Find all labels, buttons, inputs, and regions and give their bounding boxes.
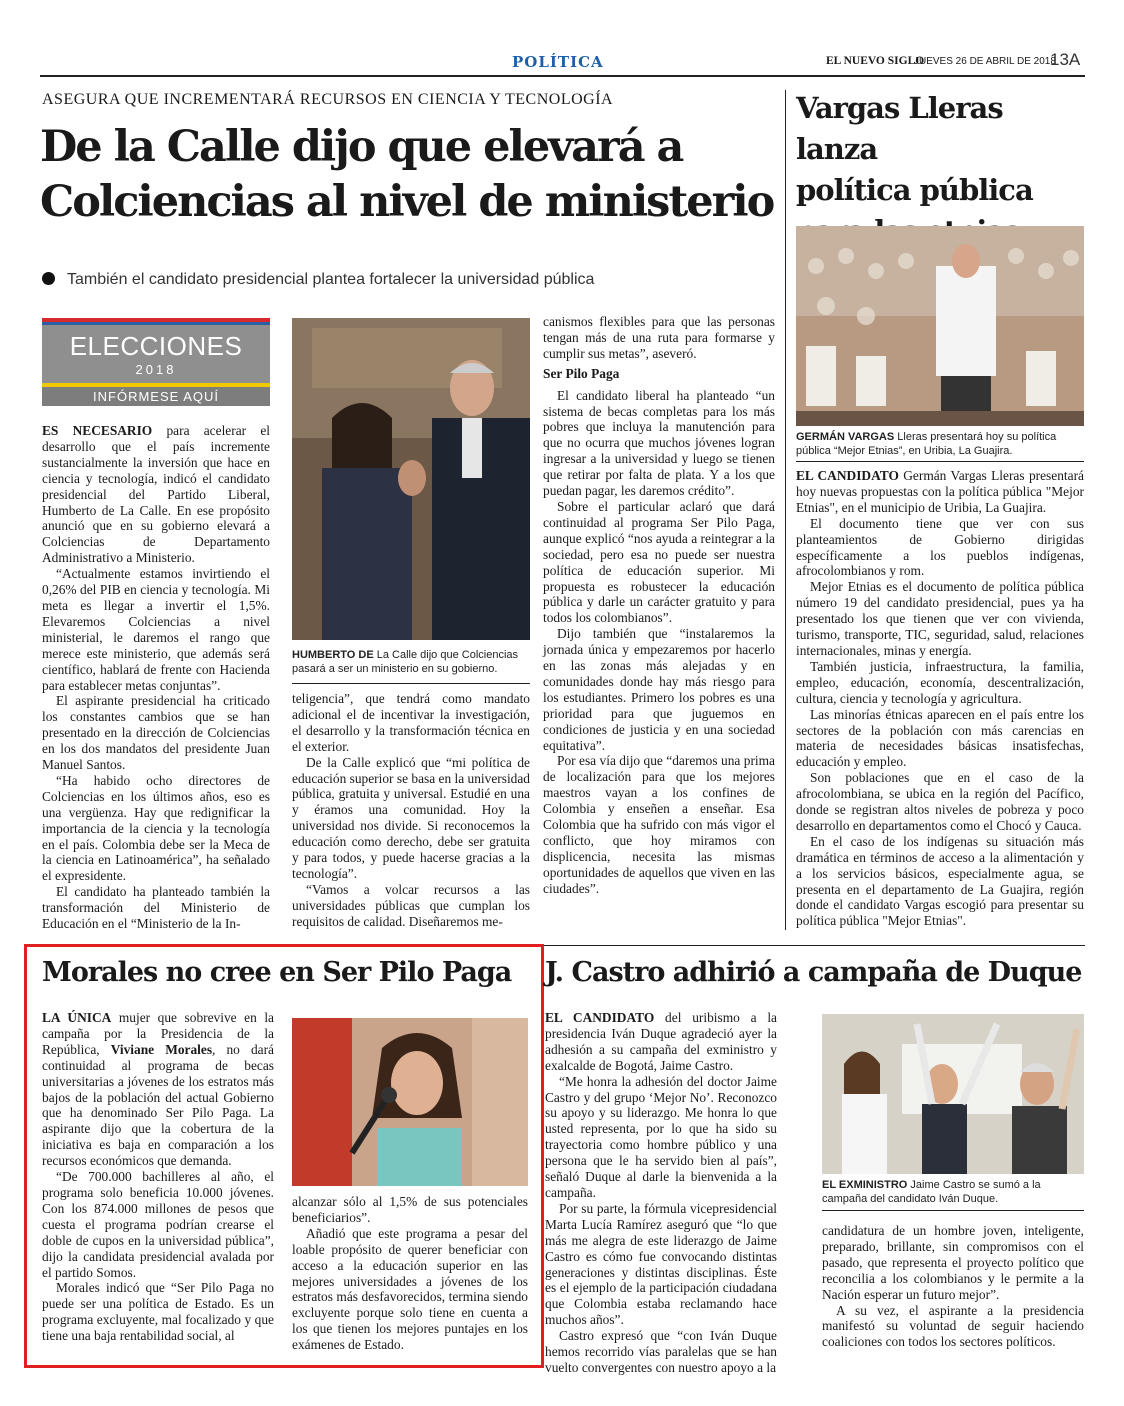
paragraph: Castro expresó que “con Iván Duque hemos recorrido vías paralelas que se han vuelto convergentes con nuestro apoyo a la	[545, 1328, 777, 1375]
main-column-3	[543, 314, 775, 897]
column-rule	[785, 90, 786, 930]
caption-rule	[292, 683, 530, 684]
badge-year: 2018	[135, 362, 177, 377]
paragraph: El documento tiene que ver con sus planteamientos de Gobierno dirigidas específicamente a los pueblos indígenas, afrocolombianos y rom.	[796, 515, 1084, 579]
masthead-name: EL NUEVO SIGLO	[826, 55, 925, 67]
morales-headline: Morales no cree en Ser Pilo Paga	[42, 957, 512, 988]
morales-column-1: LA ÚNICA mujer que sobrevive en la campaña por la Presidencia de la República, Viviane Morales, no dará continuidad al programa de becas universitarias a jóvenes de los estratos más bajos de la población del actual Gobierno que ha denominado Ser Pilo Paga. La aspirante dijo que la cobertura de la iniciativa es baja en comparación a los recursos económicos que demanda. “De 700.000 bachilleres al año, el programa solo beneficia 10.000 jóvenes. Con los 874.000 millones de pesos que cuesta el programa podrían crearse el doble de cupos en la universidad pública”, dijo la candidata presidencial avalada por el partido Somos. Morales indicó que “Ser Pilo Paga no puede ser una política de Estado. Es un programa excluyente, mal focalizado y que tiene una baja rentabilidad social, al	[42, 1010, 274, 1344]
paragraph: “Actualmente estamos invirtiendo el 0,26% del PIB en ciencia y tecnología. Mi meta es llegar a invertir el 1,5%. Elevaremos Colciencias a nivel ministerial, le daremos el rango que merece este ministerio, que además será científico, hablará de frente con Hacienda para establecer metas conjuntas”.	[42, 566, 270, 693]
photo-caption-castro: EL EXMINISTRO Jaime Castro se sumó a la campaña del candidato Iván Duque.	[822, 1179, 1041, 1205]
photo-caption-de-la-calle: HUMBERTO DE La Calle dijo que Colciencias pasará a ser un ministerio en su gobierno.	[292, 649, 519, 675]
main-subhead	[42, 271, 782, 289]
paragraph: Mejor Etnias es el documento de política pública número 19 del candidato presidencial, pues ya ha presentado los que tienen que ver con vivienda, turismo, transporte, TIC, seguridad, salud, relaciones internacionales, minas y energía.	[796, 579, 1084, 658]
caption-rule	[822, 1210, 1084, 1211]
section-label: POLÍTICA	[512, 53, 604, 71]
paragraph: teligencia”, que tendrá como mandato adicional el de incentivar la investigación, el desarrollo y la transformación técnica en el exterior.	[292, 691, 530, 754]
main-column-1: ES NECESARIO para acelerar el desarrollo que el país incremente sustancialmente la inversión que hace en ciencia y tecnología, indicó el candidato presidencial del Partido Liberal, Humberto de La Calle. En ese propósito anunció que en su gobierno elevará a Colciencias de Departamento Administrativo a Ministerio. “Actualmente estamos invirtiendo el 0,26% del PIB en ciencia y tecnología. Mi meta es llegar a invertir el 1,5%. Elevaremos Colciencias a nivel ministerial, le daremos el rango que merece este ministerio, que además será científico, hablará de frente con Hacienda para establecer metas conjuntas”. El aspirante presidencial ha criticado los constantes cambios que se han presentado en la dirección de Colciencias en los dos mandatos del presidente Juan Manuel Santos. “Ha habido ocho directores de Colciencias en los últimos años, eso es una vergüenza. Hay que redignificar la importancia de la ciencia y la tecnología en el país. Colombia debe ser la Meca de la ciencia en Latinoamérica”, ha señalado el expresidente. El candidato ha planteado también la transformación del Ministerio de Educación en el “Ministerio de la In-	[42, 423, 270, 932]
vargas-body: EL CANDIDATO Germán Vargas Lleras presentará hoy nuevas propuestas con la política pública "Mejor Etnias", en el municipio de Uribia, La Guajira. El documento tiene que ver con sus planteamientos de Gobierno dirigidas específicamente a los pueblos indígenas, afrocolombianos y rom. Mejor Etnias es el documento de política pública número 19 del candidato presidencial, pues ya ha presentado los que tienen que ver con vivienda, turismo, transporte, TIC, seguridad, salud, relaciones internacionales, minas y energía. También justicia, infraestructura, la familia, empleo, educación, economía, descentralización, cultura, ciencia y tecnología y agricultura. Las minorías étnicas aparecen en el país entre los sectores de la población con más carencias en materia de necesidades básicas insatisfechas, educación y empleo. Son poblaciones que en el caso de la afrocolombiana, se ubica en la región del Pacífico, donde se registran altos niveles de pobreza y poco desarrollo en departamentos como el Chocó y Cauca. En el caso de los indígenas su situación más dramática en términos de acceso a la alimentación y a los servicios básicos, especialmente agua, se presenta en el departamento de La Guajira, región donde el candidato Vargas escogió para presentar su política pública "Mejor Etnias".	[796, 468, 1084, 929]
elecciones-badge[interactable]	[42, 318, 270, 406]
page-header	[40, 50, 1085, 74]
issue-date: JUEVES 26 DE ABRIL DE 2018	[914, 56, 1056, 67]
photo-image	[796, 226, 1084, 426]
header-rule	[40, 75, 1085, 77]
bullet-icon	[42, 272, 55, 285]
photo-viviane-morales	[292, 1018, 528, 1186]
main-kicker: ASEGURA QUE INCREMENTARÁ RECURSOS EN CIENCIA Y TECNOLOGÍA	[42, 91, 614, 108]
photo-image	[292, 318, 530, 640]
paragraph: También justicia, infraestructura, la familia, empleo, educación, economía, descentralización, cultura, ciencia y tecnología y agricultura.	[796, 658, 1084, 706]
paragraph: Por su parte, la fórmula vicepresidencial Marta Lucía Ramírez aseguró que “lo que más me alegra de este liderazgo de Jaime Castro es cómo fue convocando distintas generaciones y distintas disciplinas. Éste es el ejemplo de la participación ciudadana que Colombia estaba reclamando hace muchos años”.	[545, 1200, 777, 1328]
paragraph: Dijo también que “instalaremos la jornada única y empezaremos por hacerlo en las zonas más alejadas y en comunidades donde hay más riesgo para los estudiantes. Primero los pobres es una prioridad para que juguemos en condiciones de justicia y en una sociedad equitativa”.	[543, 626, 775, 753]
vargas-headline: Vargas Lleras lanza política pública	[796, 91, 1033, 207]
photo-jaime-castro-ivan-duque	[822, 1014, 1084, 1174]
photo-image	[292, 1018, 528, 1186]
paragraph: canismos flexibles para que las personas tengan más de una ruta para formarse y cumplir sus metas”, aseveró.	[543, 314, 775, 361]
main-lead: ES NECESARIO	[42, 423, 153, 438]
paragraph: “Vamos a volcar recursos a las universidades públicas que cumplan los requisitos de calidad. Diseñaremos me-	[292, 881, 530, 929]
paragraph: alcanzar sólo al 1,5% de sus potenciales beneficiarios”.	[292, 1194, 528, 1225]
paragraph: El candidato liberal ha planteado “un sistema de becas completas para los más pobres que incluya la manutención para que no ocurra que muchos jóvenes logran ingresar a la universidad y luego se tienen que retirar por falta de plata. Y a los que puedan pagar, les daremos crédito”.	[543, 387, 775, 499]
castro-headline: J. Castro adhirió a campaña de Duque	[545, 957, 1082, 988]
main-headline	[40, 120, 780, 230]
photo-image	[822, 1014, 1084, 1174]
paragraph: A su vez, el aspirante a la presidencia manifestó su voluntad de seguir haciendo coaliciones con todos los sectores políticos.	[822, 1302, 1084, 1350]
section-rule	[540, 945, 1085, 946]
main-headline-line-1: De la Calle dijo que elevará a	[40, 122, 683, 172]
castro-column-2	[822, 1223, 1084, 1350]
paragraph: El aspirante presidencial ha criticado los constantes cambios que se han presentado en la dirección de Colciencias en los dos mandatos del presidente Juan Manuel Santos.	[42, 693, 270, 773]
paragraph: Por esa vía dijo que “daremos una prima de localización para que los mejores maestros vayan a los confines de Colombia y enseñen a enseñar. Esa Colombia que ha sufrido con más vigor el conflicto, que hoy miramos con displicencia, necesita las mismas oportunidades de aquellos que viven en las ciudades”.	[543, 753, 775, 896]
caption-rule	[796, 461, 1084, 462]
paragraph: “Me honra la adhesión del doctor Jaime Castro y del grupo ‘Mejor No’. Reconozco su apoyo y su liderazgo. Me honra lo que usted representa, por lo que ha sido su trayectoria como hombre público y una persona que le ha servido bien al país”, señaló Duque al darle la bienvenida a la campaña.	[545, 1073, 777, 1200]
paragraph: Morales indicó que “Ser Pilo Paga no puede ser una política de Estado. Es un programa excluyente, mal focalizado y que tiene una baja rentabilidad social, al	[42, 1280, 274, 1344]
main-column-2	[292, 691, 530, 930]
page-number: 13A	[1050, 50, 1081, 69]
photo-german-vargas	[796, 226, 1084, 426]
paragraph: Son poblaciones que en el caso de la afrocolombiana, se ubica en la región del Pacífico, donde se registran altos niveles de pobreza y poco desarrollo en departamentos como el Chocó y Cauca.	[796, 770, 1084, 833]
paragraph: Las minorías étnicas aparecen en el país entre los sectores de la población con más carencias en materia de necesidades básicas insatisfechas, educación y empleo.	[796, 706, 1084, 770]
paragraph: “Ha habido ocho directores de Colciencias en los últimos años, eso es una vergüenza. Hay que redignificar la importancia de la ciencia y la tecnología en el país. Colombia debe ser la Meca de la ciencia en Latinoamérica”, ha señalado el expresidente.	[42, 772, 270, 884]
subheading-ser-pilo-paga: Ser Pilo Paga	[543, 365, 620, 381]
photo-humberto-de-la-calle	[292, 318, 530, 640]
main-headline-line-2: Colciencias al nivel de ministerio	[40, 177, 774, 227]
paragraph: En el caso de los indígenas su situación más dramática en términos de acceso a la alimentación y a los servicios básicos, especialmente agua, se presenta en el departamento de La Guajira, región donde el candidato Vargas escogió para presentar su política pública "Mejor Etnias".	[796, 833, 1084, 929]
castro-column-1: EL CANDIDATO del uribismo a la presidencia Iván Duque agradeció ayer la adhesión a su campaña del exministro y exalcalde de Bogotá, Jaime Castro. “Me honra la adhesión del doctor Jaime Castro y del grupo ‘Mejor No’. Reconozco su apoyo y su liderazgo. Me honra lo que usted representa, por lo que ha sido su trayectoria como hombre público y una persona que le ha servido bien al país”, señaló Duque al darle la bienvenida a la campaña. Por su parte, la fórmula vicepresidencial Marta Lucía Ramírez aseguró que “lo que más me alegra de este liderazgo de Jaime Castro es cómo fue convocando distintas generaciones y distintas disciplinas. Éste es el ejemplo de la participación ciudadana que Colombia estaba reclamando hace muchos años”. Castro expresó que “con Iván Duque hemos recorrido vías paralelas que se han vuelto convergentes con nuestro apoyo a la	[545, 1010, 777, 1375]
paragraph: Añadió que este programa a pesar del loable propósito de querer beneficiar con acceso a la educación superior en las mejores universidades a jóvenes de los estratos más desfavorecidos, termina siendo excluyente porque solo tiene en cuenta a los que tienen los mejores puntajes en los exámenes de Estado.	[292, 1225, 528, 1353]
badge-title: ELECCIONES	[69, 331, 243, 361]
paragraph: “De 700.000 bachilleres al año, el programa solo beneficia 10.000 jóvenes. Con los 874.000 millones de pesos que cuesta el programa podrían crearse el doble de cupos en la universidad pública”, dijo la candidata presidencial avalada por el partido Somos.	[42, 1169, 274, 1280]
main-subhead-text: También el candidato presidencial plantea fortalecer la universidad pública	[67, 271, 595, 288]
photo-caption-vargas: GERMÁN VARGAS Lleras presentará hoy su política pública “Mejor Etnias”, en Uribia, La Guajira.	[796, 431, 1057, 457]
paragraph: El candidato ha planteado también la transformación del Ministerio de Educación en el “Ministerio de la In-	[42, 884, 270, 932]
badge-link[interactable]: INFÓRMESE AQUÍ	[93, 389, 219, 404]
paragraph: Sobre el particular aclaró que dará continuidad al programa Ser Pilo Paga, aunque explicó “nos ayuda a reintegrar a la sociedad, pero esa no puede ser nuestra política de educación superior. Mi propuesta es robustecer la educación pública y darle un carácter gratuito y para todos los colombianos”.	[543, 498, 775, 626]
paragraph: candidatura de un hombre joven, inteligente, preparado, brillante, sin compromisos con el pasado, que representa el proyecto político que reconcilia a los colombianos y le permite a la Nación esperar un futuro mejor”.	[822, 1223, 1084, 1302]
paragraph: De la Calle explicó que “mi política de educación superior se basa en la universidad pública, gratuita y universal. Estudié en una y éramos una comunidad. Hoy la universidad nos divide. Si reconocemos la educación como derecho, debe ser gratuita y para todos, y puede hacerse gracias a la tecnología”.	[292, 754, 530, 881]
morales-column-2	[292, 1194, 528, 1353]
